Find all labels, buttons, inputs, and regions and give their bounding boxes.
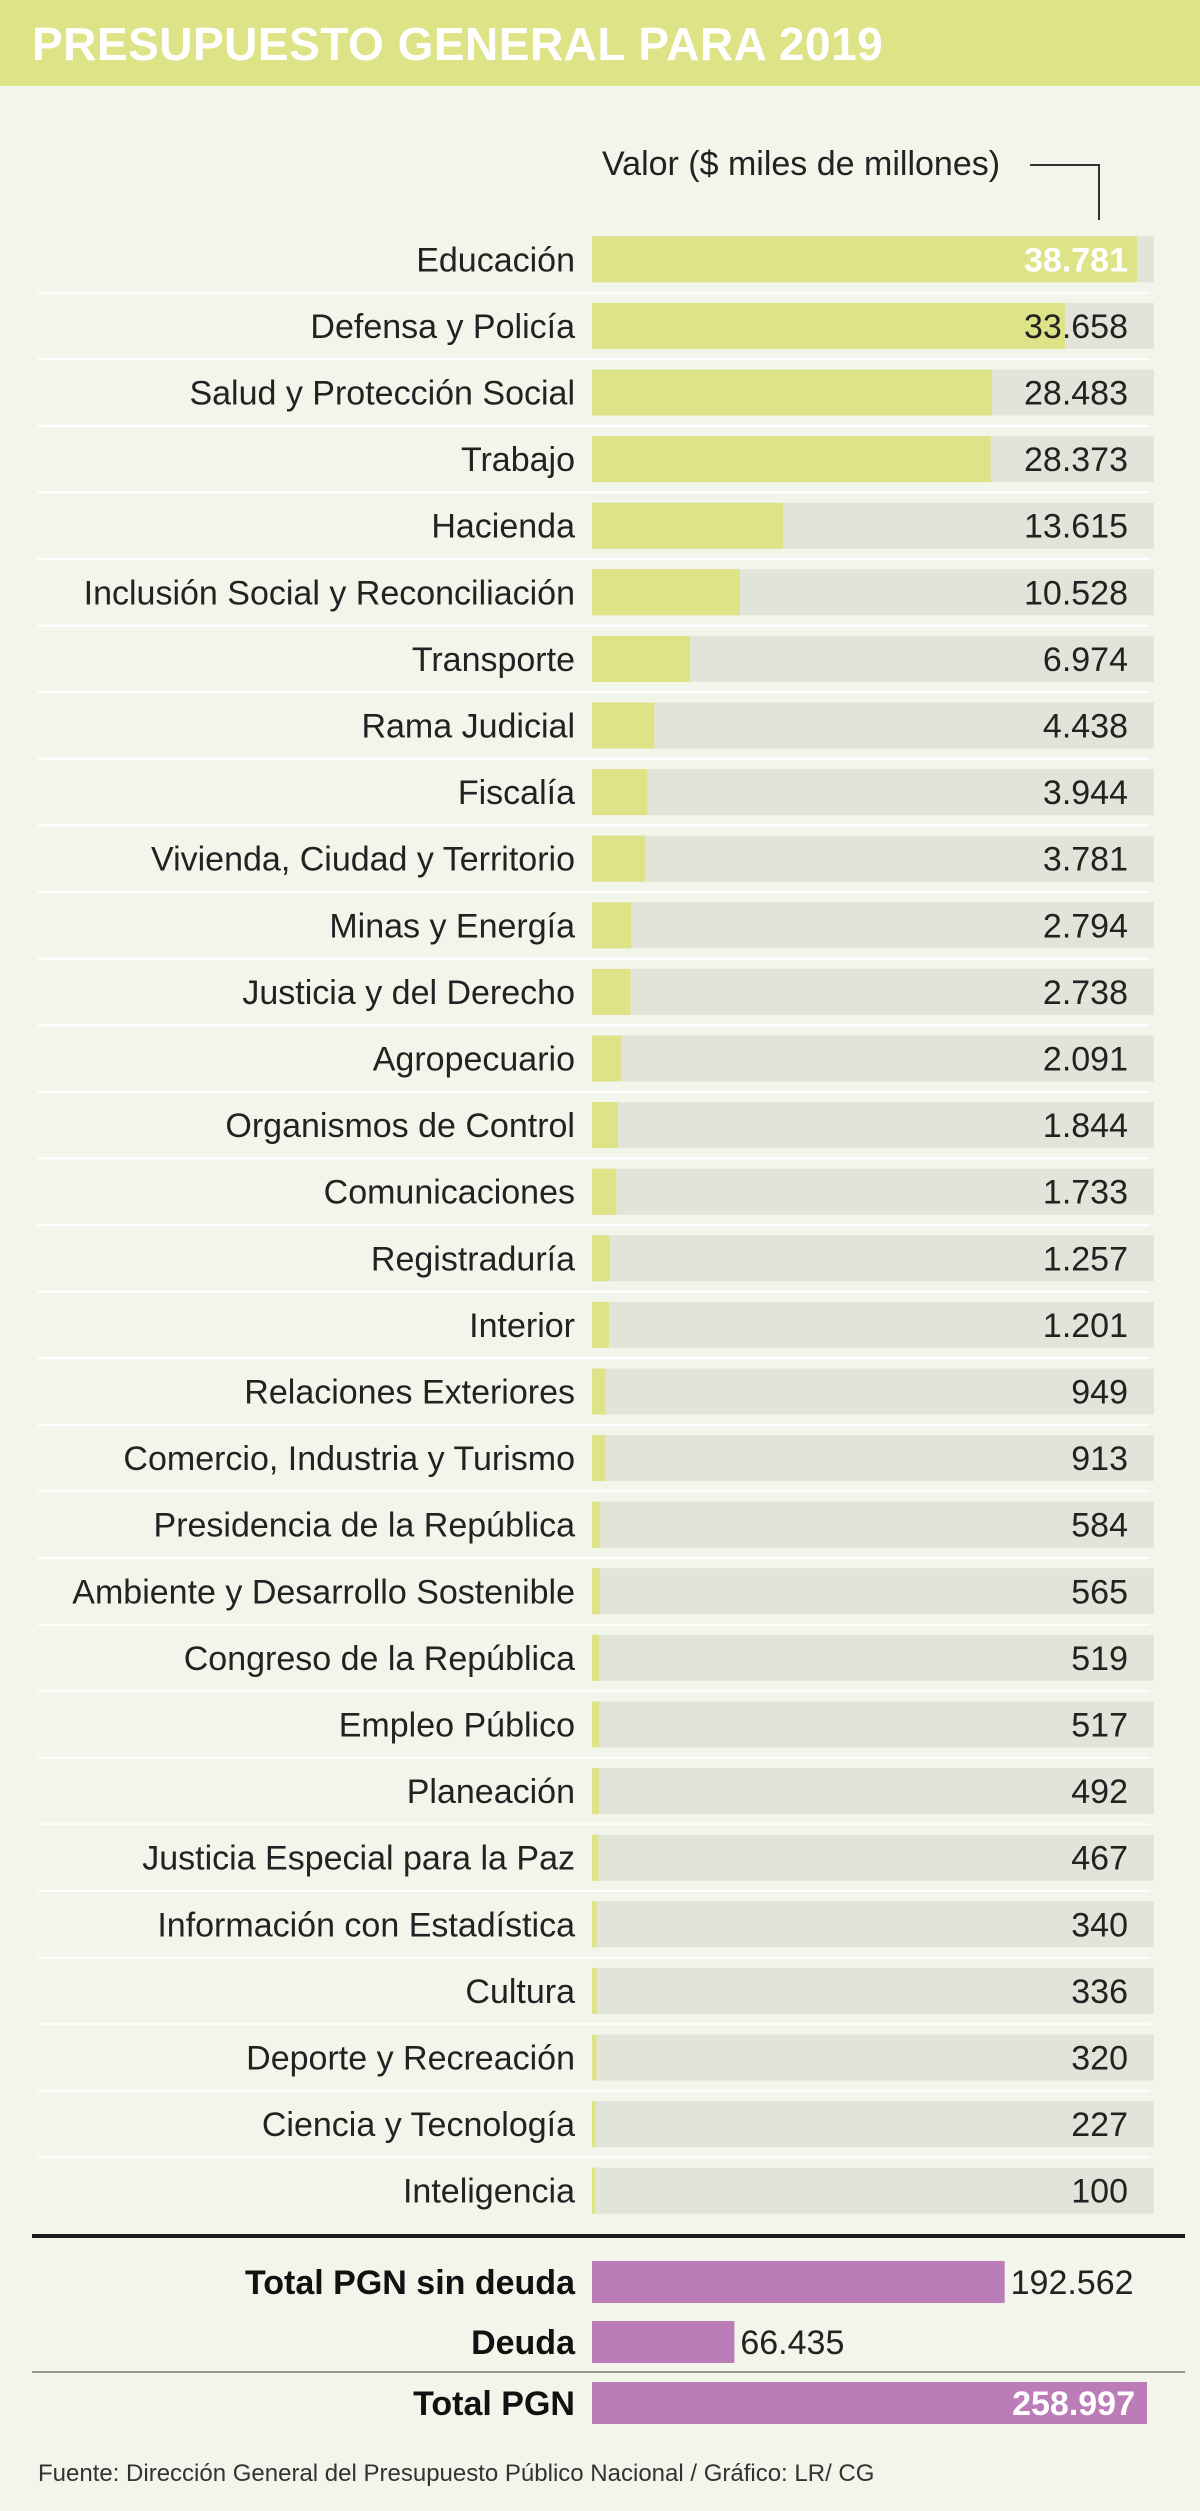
bar <box>592 1635 599 1681</box>
value-label: 28.483 <box>1024 374 1128 413</box>
category-label: Presidencia de la República <box>153 1506 575 1545</box>
value-label: 517 <box>1071 1706 1128 1745</box>
value-label: 584 <box>1071 1506 1128 1545</box>
category-label: Fiscalía <box>457 774 575 813</box>
category-label: Inclusión Social y Reconciliación <box>83 574 575 613</box>
summary-label: Total PGN sin deuda <box>245 2264 575 2302</box>
value-label: 2.794 <box>1042 907 1128 946</box>
bar <box>592 303 1065 349</box>
category-label: Organismos de Control <box>225 1107 575 1146</box>
summary-value-label: 192.562 <box>1010 2264 1134 2302</box>
bar-track <box>592 1435 1154 1481</box>
bar <box>592 769 647 815</box>
value-label: 519 <box>1071 1639 1128 1678</box>
bar-track <box>592 1901 1154 1947</box>
bar-track <box>592 1968 1154 2014</box>
bar <box>592 1968 597 2014</box>
bar-track <box>592 1702 1154 1748</box>
category-label: Defensa y Policía <box>310 307 575 346</box>
bar <box>592 1835 599 1881</box>
category-label: Rama Judicial <box>361 707 575 746</box>
bar-track <box>592 1369 1154 1415</box>
bar <box>592 902 631 948</box>
bar <box>592 1502 600 1548</box>
bar <box>592 1369 605 1415</box>
value-label: 913 <box>1071 1440 1128 1479</box>
value-label: 565 <box>1071 1573 1128 1612</box>
summary-value-label: 66.435 <box>740 2324 845 2362</box>
value-label: 13.615 <box>1024 507 1128 546</box>
bar-track <box>592 1635 1154 1681</box>
value-label: 1.201 <box>1042 1306 1128 1345</box>
value-label: 492 <box>1071 1773 1128 1812</box>
category-label: Justicia Especial para la Paz <box>142 1839 575 1878</box>
value-label: 38.781 <box>1024 241 1128 280</box>
value-label: 6.974 <box>1042 640 1128 679</box>
bar-track <box>592 1768 1154 1814</box>
category-label: Trabajo <box>460 441 575 480</box>
category-label: Hacienda <box>431 507 575 546</box>
value-label: 320 <box>1071 2039 1128 2078</box>
value-label: 2.738 <box>1042 973 1128 1012</box>
value-label: 1.733 <box>1042 1173 1128 1212</box>
bar <box>592 2035 596 2081</box>
category-label: Agropecuario <box>372 1040 575 1079</box>
category-label: Ambiente y Desarrollo Sostenible <box>72 1573 575 1612</box>
bar <box>592 503 783 549</box>
category-label: Justicia y del Derecho <box>242 973 575 1012</box>
category-label: Transporte <box>411 640 575 679</box>
value-label: 33.658 <box>1024 307 1128 346</box>
bar <box>592 436 991 482</box>
value-label: 227 <box>1071 2106 1128 2145</box>
bar <box>592 2168 595 2214</box>
value-label: 467 <box>1071 1839 1128 1878</box>
bar <box>592 703 654 749</box>
category-label: Minas y Energía <box>329 907 575 946</box>
bar <box>592 2101 595 2147</box>
bar <box>592 1169 616 1215</box>
bar <box>592 1036 621 1082</box>
category-label: Empleo Público <box>338 1706 575 1745</box>
bar-track <box>592 2035 1154 2081</box>
bar <box>592 1568 600 1614</box>
category-label: Salud y Protección Social <box>189 374 575 413</box>
bar <box>592 969 630 1015</box>
bar <box>592 1702 599 1748</box>
bar <box>592 1901 597 1947</box>
bar-track <box>592 1835 1154 1881</box>
value-label: 4.438 <box>1042 707 1128 746</box>
value-label: 100 <box>1071 2172 1128 2211</box>
bar <box>592 836 645 882</box>
category-label: Registraduría <box>370 1240 575 1279</box>
category-label: Información con Estadística <box>157 1906 575 1945</box>
category-label: Congreso de la República <box>183 1639 575 1678</box>
bar <box>592 1302 609 1348</box>
value-label: 1.844 <box>1042 1107 1128 1146</box>
value-label: 336 <box>1071 1972 1128 2011</box>
category-label: Cultura <box>465 1972 575 2011</box>
summary-label: Deuda <box>471 2324 575 2362</box>
bar-track <box>592 1568 1154 1614</box>
category-label: Educación <box>416 241 575 280</box>
bar <box>592 1235 610 1281</box>
category-label: Inteligencia <box>402 2172 575 2211</box>
bar <box>592 1435 605 1481</box>
bar-track <box>592 1502 1154 1548</box>
bar <box>592 1102 618 1148</box>
value-label: 340 <box>1071 1906 1128 1945</box>
value-label: 949 <box>1071 1373 1128 1412</box>
value-label: 3.781 <box>1042 840 1128 879</box>
source-note: Fuente: Dirección General del Presupuesto Público Nacional / Gráfico: LR/ CG <box>38 2460 875 2487</box>
summary-value-label: 258.997 <box>1012 2385 1135 2423</box>
category-label: Comercio, Industria y Turismo <box>123 1440 575 1479</box>
summary-label: Total PGN <box>413 2385 575 2423</box>
category-label: Deporte y Recreación <box>246 2039 575 2078</box>
value-label: 28.373 <box>1024 441 1128 480</box>
bar <box>592 569 740 615</box>
value-label: 1.257 <box>1042 1240 1128 1279</box>
bar <box>592 1768 599 1814</box>
value-label: 10.528 <box>1024 574 1128 613</box>
bar-track <box>592 2101 1154 2147</box>
category-label: Comunicaciones <box>323 1173 575 1212</box>
value-label: 2.091 <box>1042 1040 1128 1079</box>
category-label: Relaciones Exteriores <box>244 1373 575 1412</box>
category-label: Planeación <box>406 1773 575 1812</box>
unit-label: Valor ($ miles de millones) <box>602 145 1001 183</box>
category-label: Interior <box>469 1306 575 1345</box>
chart-title: PRESUPUESTO GENERAL PARA 2019 <box>32 18 884 70</box>
value-label: 3.944 <box>1042 774 1128 813</box>
category-label: Vivienda, Ciudad y Territorio <box>151 840 575 879</box>
summary-bar <box>592 2261 1005 2303</box>
summary-bar <box>592 2321 734 2363</box>
bar <box>592 636 690 682</box>
category-label: Ciencia y Tecnología <box>261 2106 575 2145</box>
bar <box>592 370 992 416</box>
bar-track <box>592 2168 1154 2214</box>
